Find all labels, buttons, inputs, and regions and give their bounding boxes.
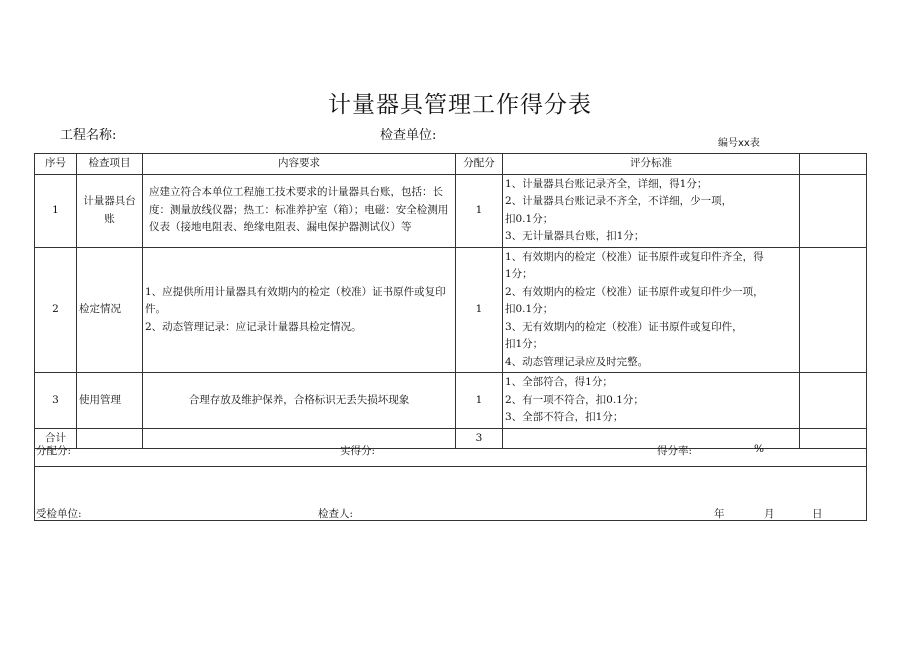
row-item: 使用管理 bbox=[77, 373, 143, 429]
row-requirement: 合理存放及维护保养，合格标识无丢失损坏现象 bbox=[143, 373, 456, 429]
criteria-line: 扣0.1分； bbox=[505, 303, 554, 315]
row-no: 1 bbox=[35, 174, 77, 247]
criteria-line: 3、无有效期内的检定（校准）证书原件或复印件， bbox=[505, 320, 743, 333]
actual-score-label: 实得分: bbox=[340, 445, 376, 457]
row-criteria bbox=[503, 247, 800, 373]
criteria-line: 扣0.1分； bbox=[505, 212, 554, 225]
summary-box bbox=[34, 432, 867, 467]
row-criteria bbox=[503, 373, 800, 429]
col-header-score: 分配分 bbox=[456, 154, 503, 175]
criteria-line: 2、有效期内的检定（校准）证书原件或复印件少一项， bbox=[505, 285, 764, 298]
score-table bbox=[34, 153, 867, 449]
requirement-line: 2、动态管理记录：应记录计量器具检定情况。 bbox=[145, 320, 362, 333]
requirement-line: 1、应提供所用计量器具有效期内的检定（校准）证书原件或复印件。 bbox=[145, 285, 446, 315]
row-item: 检定情况 bbox=[77, 247, 143, 373]
project-name-label: 工程名称: bbox=[60, 128, 117, 143]
row-requirement bbox=[143, 247, 456, 373]
row-no: 3 bbox=[35, 373, 77, 429]
row-criteria bbox=[503, 174, 800, 247]
table-row bbox=[35, 174, 867, 247]
col-header-no: 序号 bbox=[35, 154, 77, 175]
row-requirement: 应建立符合本单位工程施工技术要求的计量器具台账，包括：长度：测量放线仪器；热工：标准养护室（箱）；电磁：安全检测用仪表（接地电阻表、绝缘电阻表、漏电保护器测试仪）等 bbox=[143, 174, 456, 247]
col-header-criteria: 评分标准 bbox=[503, 154, 800, 175]
criteria-line: 2、计量器具台账记录不齐全，不详细，少一项， bbox=[505, 195, 733, 207]
day-label: 日 bbox=[812, 508, 823, 520]
inspected-unit-label: 受检单位: bbox=[36, 508, 82, 520]
table-row bbox=[35, 373, 867, 429]
row-extra bbox=[800, 247, 867, 373]
page-title: 计量器具管理工作得分表 bbox=[328, 92, 592, 118]
month-label: 月 bbox=[764, 508, 775, 520]
row-score: 1 bbox=[456, 373, 503, 429]
row-extra bbox=[800, 373, 867, 429]
total-score: 3 bbox=[456, 428, 503, 449]
criteria-line: 3、全部不符合，扣1分； bbox=[505, 411, 624, 423]
inspector-label: 检查人: bbox=[318, 508, 354, 520]
table-row bbox=[35, 247, 867, 373]
criteria-line: 3、无计量器具台账，扣1分； bbox=[505, 230, 645, 242]
percent-sign: % bbox=[754, 443, 764, 455]
row-extra bbox=[800, 174, 867, 247]
col-header-requirement: 内容要求 bbox=[143, 154, 456, 175]
col-header-item: 检查项目 bbox=[77, 154, 143, 175]
criteria-line: 2、有一项不符合，扣0.1分； bbox=[505, 393, 644, 406]
criteria-line: 1、全部符合，得1分； bbox=[505, 376, 613, 388]
year-label: 年 bbox=[714, 508, 725, 520]
row-no: 2 bbox=[35, 247, 77, 373]
row-score: 1 bbox=[456, 174, 503, 247]
criteria-line: 4、动态管理记录应及时完整。 bbox=[505, 355, 649, 368]
criteria-line: 1、有效期内的检定（校准）证书原件或复印件齐全，得 bbox=[505, 250, 764, 263]
inspection-unit-label: 检查单位: bbox=[380, 128, 437, 143]
criteria-line: 扣1分； bbox=[505, 338, 544, 350]
table-header-row bbox=[35, 154, 867, 175]
col-header-extra bbox=[800, 154, 867, 175]
form-code: 编号xx表 bbox=[718, 138, 760, 149]
criteria-line: 1分； bbox=[505, 268, 533, 280]
signoff-box bbox=[34, 466, 867, 521]
row-score: 1 bbox=[456, 247, 503, 373]
score-rate-label: 得分率: bbox=[657, 445, 693, 457]
row-item: 计量器具台账 bbox=[77, 174, 143, 247]
criteria-line: 1、计量器具台账记录齐全，详细，得1分； bbox=[505, 177, 708, 190]
allocated-score-label: 分配分: bbox=[36, 445, 72, 457]
total-label: 合计 bbox=[35, 428, 77, 449]
